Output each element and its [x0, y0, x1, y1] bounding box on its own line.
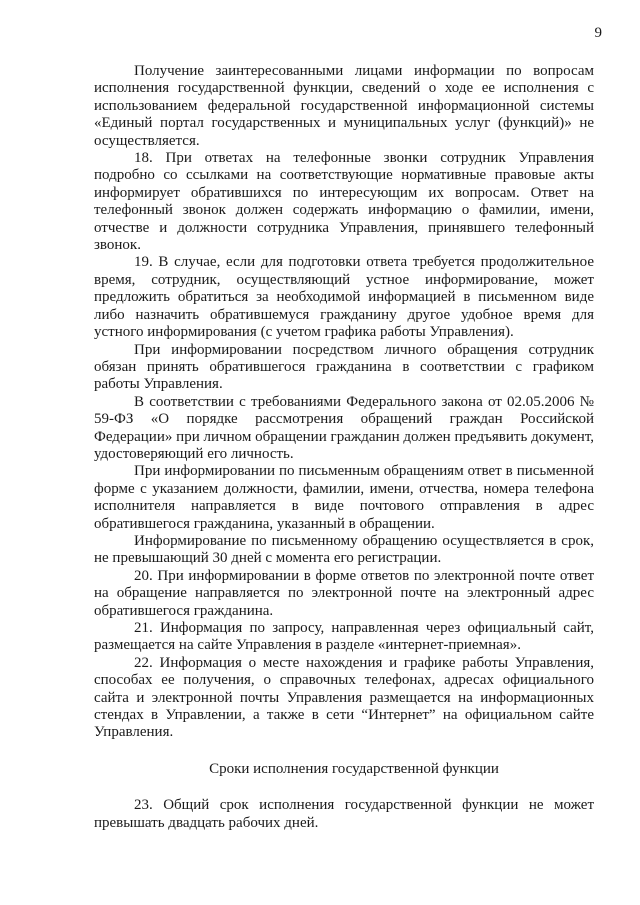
page-number: 9 [594, 25, 602, 41]
paragraph-18-phone-calls: 18. При ответах на телефонные звонки сотрудник Управления подробно со ссылками на соответствующие нормативные правовые акты информирует обратившихся по интересующим их вопросам. Ответ на телефонный звонок должен содержать информацию о фамилии, имени, отчестве и должности сотрудника Управления, принявшего телефонный звонок. [94, 150, 594, 254]
paragraph-federal-law: В соответствии с требованиями Федерального закона от 02.05.2006 № 59-ФЗ «О порядке рассмотрения обращений граждан Российской Федерации» при личном обращении гражданин должен предъявить документ, удостоверяющий его личность. [94, 393, 594, 462]
paragraph-19-long-preparation: 19. В случае, если для подготовки ответа требуется продолжительное время, сотрудник, осуществляющий устное информирование, может предложить обратиться за необходимой информацией в письменном виде либо назначить обратившемуся гражданину другое удобное время для устного информирования (с учетом графика работы Управления). [94, 254, 594, 341]
section-heading: Сроки исполнения государственной функции [209, 760, 499, 777]
paragraph-written-term: Информирование по письменному обращению осуществляется в срок, не превышающий 30 дней с момента его регистрации. [94, 532, 594, 567]
paragraph-personal-appeal: При информировании посредством личного обращения сотрудник обязан принять обратившегося гражданина в соответствии с графиком работы Управления. [94, 341, 594, 393]
paragraph-22-location-info: 22. Информация о месте нахождения и графике работы Управления, способах ее получения, о справочных телефонах, адресах официального сайта и электронной почты Управления размещается на информационных стендах в Управлении, а также в сети “Интернет” на официальном сайте Управления. [94, 654, 594, 741]
paragraph-20-email: 20. При информировании в форме ответов по электронной почте ответ на обращение направляется по электронной почте на электронный адрес обратившегося гражданина. [94, 567, 594, 619]
paragraph-portal-info: Получение заинтересованными лицами информации по вопросам исполнения государственной функции, сведений о ходе ее исполнения с использованием федеральной государственной информационной системы «Единый портал государственных и муниципальных услуг (функций)» не осуществляется. [94, 63, 594, 149]
paragraph-21-website-request: 21. Информация по запросу, направленная через официальный сайт, размещается на сайте Управления в разделе «интернет-приемная». [94, 620, 594, 654]
document-body [94, 63, 594, 832]
paragraph-23-term: 23. Общий срок исполнения государственной функции не может превышать двадцать рабочих дней. [94, 797, 594, 831]
paragraph-written-appeals: При информировании по письменным обращениям ответ в письменной форме с указанием должности, фамилии, имени, отчества, номера телефона исполнителя направляется в виде почтового отправления в адрес обратившегося гражданина, указанный в обращении. [94, 463, 594, 532]
